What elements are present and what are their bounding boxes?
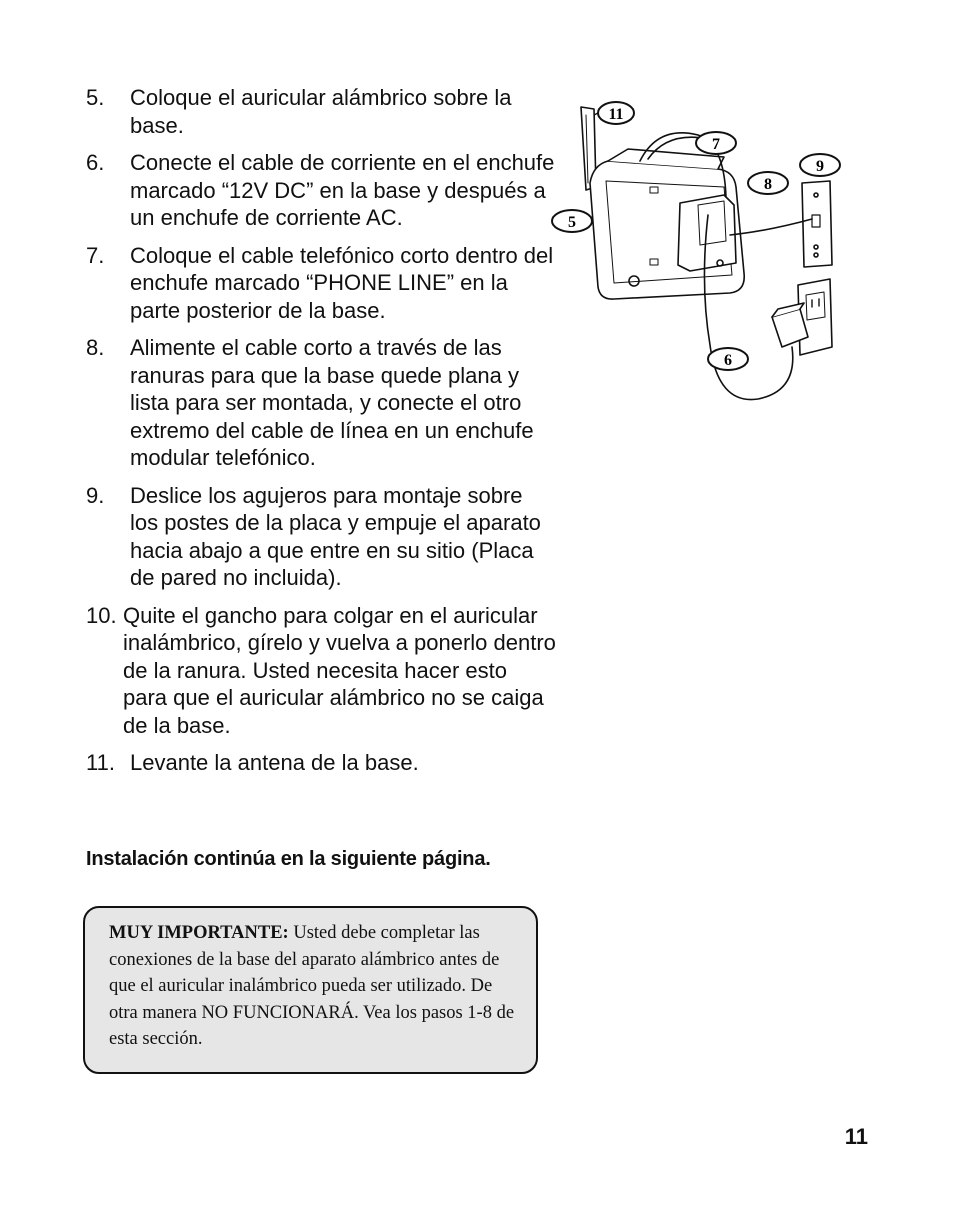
- step-text: Coloque el auricular alámbrico sobre la base.: [130, 85, 512, 138]
- installation-diagram: [548, 95, 848, 415]
- callout-11: [594, 102, 634, 124]
- callout-5-label: 5: [568, 214, 576, 231]
- step-number: 6.: [86, 150, 105, 175]
- step-item: [86, 242, 556, 325]
- notice-label: MUY IMPORTANTE:: [109, 923, 289, 943]
- continued-note: Instalación continúa en la siguiente página.: [86, 848, 491, 870]
- step-number: 9.: [86, 482, 105, 508]
- callout-9: [800, 154, 840, 176]
- callout-9-label: 9: [816, 158, 824, 175]
- step-item: [86, 84, 556, 139]
- callout-8-label: 8: [764, 176, 772, 193]
- callout-8: [748, 172, 788, 194]
- step-text: Conecte el cable de corriente en el enchufe marcado “12V DC” en la base y después a un enchufe de corriente AC.: [130, 150, 555, 230]
- step-item: [86, 602, 556, 740]
- page-number: 11: [844, 1124, 868, 1149]
- step-item: [86, 482, 556, 592]
- step-text: Quite el gancho para colgar en el auricular inalámbrico, gírelo y vuelva a ponerlo dentro de la ranura. Usted necesita hacer esto para que el auricular alámbrico no se caiga de la base.: [123, 602, 556, 738]
- callout-7: [696, 132, 736, 154]
- step-item: [86, 334, 556, 472]
- step-number: 11.: [86, 750, 115, 775]
- step-number: 7.: [86, 242, 105, 268]
- step-text: Deslice los agujeros para montaje sobre los postes de la placa y empuje el aparato hacia abajo a que entre en su sitio (Placa de pared no incluida).: [130, 482, 541, 590]
- notice-text: Usted debe completar las conexiones de la base del aparato alámbrico antes de que el auricular inalámbrico pueda ser utilizado. De otra manera NO FUNCIONARÁ. Vea los pasos 1-8 de esta sección.: [109, 923, 515, 1049]
- step-item: [86, 749, 556, 777]
- callout-6-label: 6: [724, 352, 732, 369]
- callout-11-label: 11: [608, 106, 624, 123]
- installation-steps: [86, 84, 556, 787]
- step-text: Alimente el cable corto a través de las ranuras para que la base quede plana y lista para ser montada, y conecte el otro extremo del cable de línea en un enchufe modular telefónico.: [130, 335, 534, 470]
- callout-5: [552, 210, 592, 232]
- step-number: 5.: [86, 85, 105, 110]
- callout-6: [708, 348, 748, 370]
- step-number: 8.: [86, 335, 105, 360]
- step-text: Levante la antena de la base.: [130, 750, 419, 775]
- step-number: 10.: [86, 602, 117, 628]
- step-text: Coloque el cable telefónico corto dentro del enchufe marcado “PHONE LINE” en la parte posterior de la base.: [130, 242, 554, 323]
- callout-7-label: 7: [712, 136, 720, 153]
- step-item: [86, 149, 556, 232]
- important-notice-box: [83, 906, 538, 1074]
